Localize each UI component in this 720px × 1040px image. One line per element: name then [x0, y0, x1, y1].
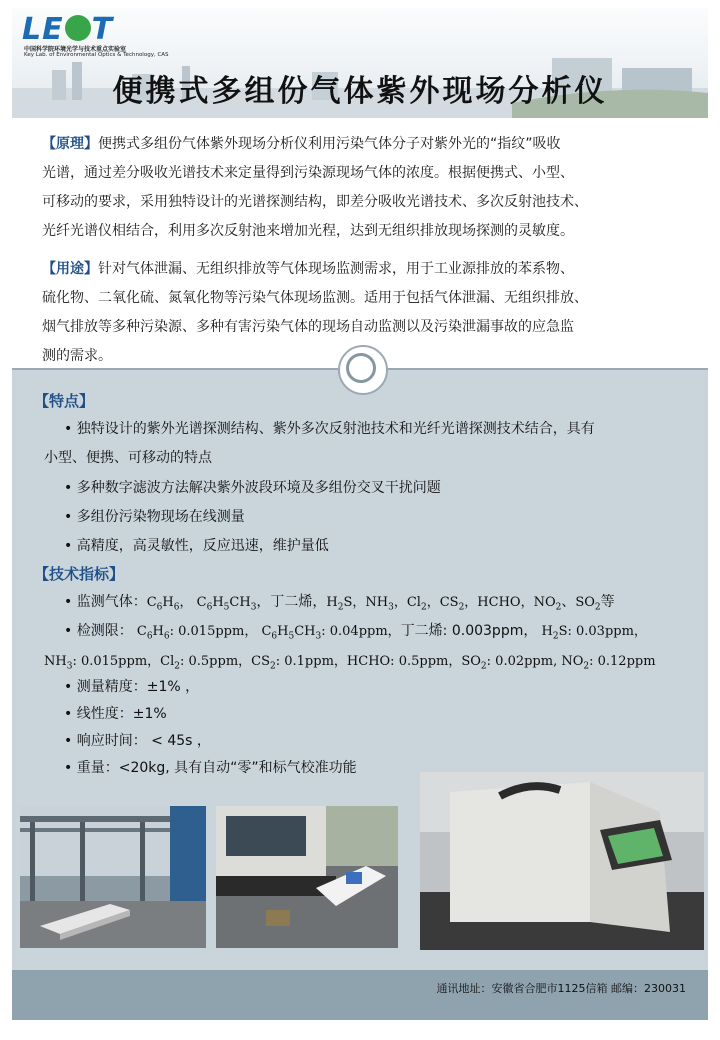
feature-item-4: • 高精度，高灵敏性，反应迅速，维护量低	[64, 538, 329, 554]
spec-accuracy: • 测量精度：±1% ，	[64, 679, 200, 695]
usage-line-2: 硫化物、二氧化硫、氮氧化物等污染气体现场监测。适用于包括气体泄漏、无组织排放、	[42, 290, 588, 306]
spec-detection-limit-2: $NH_3$: 0.015ppm，$Cl_2$: 0.5ppm，$CS_2$: 0.1ppm，HCHO: 0.5ppm，$SO_2$: 0.02ppm, $NO_2$: 0.12ppm	[44, 654, 656, 672]
leot-logo: LE T	[22, 12, 114, 47]
logo-globe-icon	[65, 15, 91, 41]
spec-detection-limit-1: • 检测限： $C_6H_6$: 0.015ppm， $C_6H_5CH_3$: 0.04ppm，丁二烯: 0.003ppm， $H_2S$: 0.03ppm，	[64, 623, 647, 642]
usage-line-1: 【用途】针对气体泄漏、无组织排放等气体现场监测需求，用于工业源排放的苯系物、	[42, 261, 574, 277]
principle-keyword: 【原理】	[42, 136, 98, 152]
contact-address: 通讯地址：安徽省合肥市1125信箱 邮编：230031	[436, 982, 686, 995]
footer-bar	[12, 970, 708, 1020]
vehicle-deployment-photo	[216, 806, 398, 948]
industrial-site-photo	[20, 806, 206, 948]
spec-weight: • 重量：<20kg, 具有自动“零”和标气校准功能	[64, 760, 357, 776]
usage-line-4: 测的需求。	[42, 348, 112, 364]
usage-keyword: 【用途】	[42, 261, 98, 277]
principle-line-4: 光纤光谱仪相结合，利用多次反射池来增加光程，达到无组织排放现场探测的灵敏度。	[42, 223, 574, 239]
spec-linearity: • 线性度：±1%	[64, 706, 167, 722]
principle-line-1: 【原理】便携式多组份气体紫外现场分析仪利用污染气体分子对紫外光的“指纹”吸收	[42, 136, 561, 152]
feature-item-3: • 多组份污染物现场在线测量	[64, 509, 245, 525]
feature-item-1: • 独特设计的紫外光谱探测结构、紫外多次反射池技术和光纤光谱探测技术结合，具有	[64, 421, 595, 437]
principle-line-3: 可移动的要求，采用独特设计的光谱探测结构，即差分吸收光谱技术、多次反射池技术、	[42, 194, 588, 210]
lab-name-cn: 中国科学院环境光学与技术重点实验室	[24, 46, 127, 53]
principle-line-2: 光谱，通过差分吸收光谱技术来定量得到污染源现场气体的浓度。根据便携式、小型、	[42, 165, 574, 181]
feature-item-1-cont: 小型、便携、可移动的特点	[44, 450, 212, 466]
feature-item-2: • 多种数字滤波方法解决紫外波段环境及多组份交叉干扰问题	[64, 480, 441, 496]
page-title: 便携式多组份气体紫外现场分析仪	[112, 74, 608, 109]
header	[12, 8, 708, 118]
divider-circle-ornament	[338, 345, 388, 395]
usage-line-3: 烟气排放等多种污染源、多种有害污染气体的现场自动监测以及污染泄漏事故的应急监	[42, 319, 574, 335]
intro-section	[12, 118, 708, 370]
spec-gases: • 监测气体：$C_6H_6$， $C_6H_5CH_3$，丁二烯，$H_2S$，$NH_3$，$Cl_2$，$CS_2$，HCHO，$NO_2$、$SO_2$等	[64, 594, 615, 613]
specs-title: 【技术指标】	[34, 565, 125, 583]
lab-name-en: Key Lab. of Environmental Optics & Technology, CAS	[24, 52, 169, 58]
features-title: 【特点】	[34, 392, 95, 410]
spec-response-time: • 响应时间： < 45s ，	[64, 733, 211, 749]
analyzer-device-photo	[420, 772, 704, 950]
